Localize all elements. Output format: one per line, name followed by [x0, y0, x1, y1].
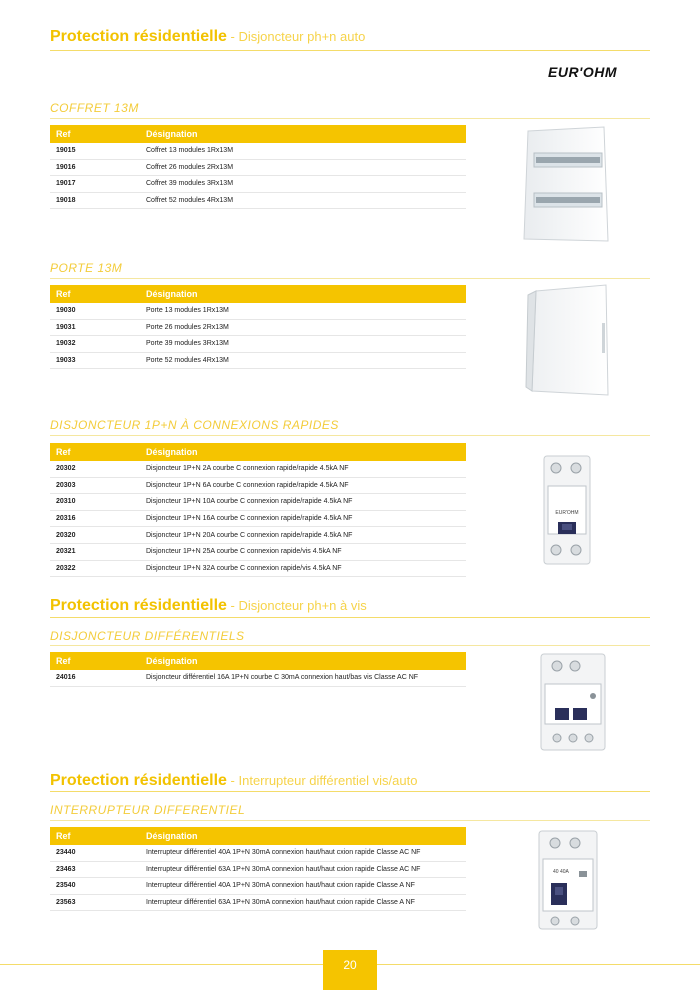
- category-title-interrupteur-differentiel: INTERRUPTEUR DIFFERENTIEL: [50, 803, 246, 817]
- category-divider: [50, 645, 650, 646]
- cell-designation: Disjoncteur 1P+N 6A courbe C connexion rapide/rapide 4.5kA NF: [146, 481, 349, 489]
- cell-ref: 19016: [56, 163, 76, 171]
- section-divider: [50, 50, 650, 51]
- section-title-sub: - Interrupteur différentiel vis/auto: [226, 773, 418, 788]
- header-ref: Ref: [56, 656, 71, 666]
- table-row: [50, 511, 466, 528]
- cell-ref: 23540: [56, 882, 76, 890]
- header-ref: Ref: [56, 447, 71, 457]
- section-title-sub: - Disjoncteur ph+n à vis: [226, 598, 367, 613]
- table-disjoncteur-differentiel: [50, 652, 466, 687]
- table-interrupteur-differentiel: [50, 827, 466, 911]
- header-designation: Désignation: [146, 129, 198, 139]
- table-row: [50, 193, 466, 210]
- porte-door-image: [522, 283, 612, 399]
- table-row: [50, 320, 466, 337]
- header-designation: Désignation: [146, 831, 198, 841]
- cell-designation: Interrupteur différentiel 63A 1P+N 30mA connexion haut/haut cxion rapide Classe A NF: [146, 899, 415, 907]
- cell-ref: 19031: [56, 323, 76, 331]
- section-title-main: Protection résidentielle: [50, 597, 227, 614]
- page-number: 20: [323, 950, 377, 990]
- cell-designation: Disjoncteur 1P+N 20A courbe C connexion rapide/rapide 4.5kA NF: [146, 531, 353, 539]
- header-ref: Ref: [56, 831, 71, 841]
- cell-ref: 20320: [56, 531, 76, 539]
- section-title-3: [50, 772, 417, 790]
- table-row: [50, 143, 466, 160]
- cell-designation: Interrupteur différentiel 63A 1P+N 30mA connexion haut/haut cxion rapide Classe AC NF: [146, 865, 421, 873]
- cell-designation: Interrupteur différentiel 40A 1P+N 30mA connexion haut/haut cxion rapide Classe A NF: [146, 882, 415, 890]
- cell-designation: Porte 52 modules 4Rx13M: [146, 357, 229, 365]
- cell-designation: Disjoncteur 1P+N 2A courbe C connexion rapide/rapide 4.5kA NF: [146, 465, 349, 473]
- section-title-main: Protection résidentielle: [50, 772, 227, 789]
- cell-ref: 23463: [56, 865, 76, 873]
- category-divider: [50, 820, 650, 821]
- header-designation: Désignation: [146, 289, 198, 299]
- cell-designation: Coffret 13 modules 1Rx13M: [146, 147, 234, 155]
- cell-designation: Disjoncteur 1P+N 25A courbe C connexion rapide/vis 4.5kA NF: [146, 548, 342, 556]
- table-disjoncteur-rapide: [50, 443, 466, 577]
- cell-ref: 23440: [56, 849, 76, 857]
- section-title-2: [50, 597, 367, 615]
- cell-designation: Porte 39 modules 3Rx13M: [146, 340, 229, 348]
- section-divider: [50, 791, 650, 792]
- table-header: [50, 652, 466, 670]
- cell-ref: 20303: [56, 481, 76, 489]
- table-row: [50, 353, 466, 370]
- cell-ref: 19018: [56, 197, 76, 205]
- category-divider: [50, 435, 650, 436]
- cell-ref: 19015: [56, 147, 76, 155]
- table-row: [50, 461, 466, 478]
- table-row: [50, 478, 466, 495]
- circuit-breaker-image: [538, 452, 598, 568]
- cell-ref: 20321: [56, 548, 76, 556]
- cell-ref: 19017: [56, 180, 76, 188]
- cell-designation: Coffret 26 modules 2Rx13M: [146, 163, 234, 171]
- cell-designation: Porte 26 modules 2Rx13M: [146, 323, 229, 331]
- category-divider: [50, 278, 650, 279]
- eurohm-logo: EUR'OHM: [548, 64, 618, 80]
- cell-designation: Coffret 52 modules 4Rx13M: [146, 197, 234, 205]
- cell-designation: Porte 13 modules 1Rx13M: [146, 307, 229, 315]
- table-porte: [50, 285, 466, 369]
- category-title-disjoncteur-differentiel: DISJONCTEUR DIFFÉRENTIELS: [50, 629, 245, 643]
- table-row: [50, 527, 466, 544]
- cell-ref: 20322: [56, 564, 76, 572]
- header-designation: Désignation: [146, 447, 198, 457]
- section-title-sub: - Disjoncteur ph+n auto: [226, 29, 366, 44]
- cell-ref: 19030: [56, 307, 76, 315]
- cell-ref: 19033: [56, 357, 76, 365]
- cell-ref: 23563: [56, 899, 76, 907]
- category-title-coffret: COFFRET 13M: [50, 101, 139, 115]
- section-title-1: [50, 28, 365, 46]
- cell-designation: Disjoncteur 1P+N 10A courbe C connexion rapide/rapide 4.5kA NF: [146, 498, 353, 506]
- table-row: [50, 336, 466, 353]
- cell-designation: Disjoncteur 1P+N 32A courbe C connexion rapide/vis 4.5kA NF: [146, 564, 342, 572]
- category-title-porte: PORTE 13M: [50, 261, 123, 275]
- differential-switch-image: [533, 827, 603, 933]
- table-coffret: [50, 125, 466, 209]
- table-row: [50, 670, 466, 687]
- cell-designation: Coffret 39 modules 3Rx13M: [146, 180, 234, 188]
- section-divider: [50, 617, 650, 618]
- table-row: [50, 878, 466, 895]
- differential-breaker-image: [535, 650, 611, 754]
- table-row: [50, 303, 466, 320]
- table-row: [50, 862, 466, 879]
- table-row: [50, 160, 466, 177]
- header-ref: Ref: [56, 129, 71, 139]
- cell-ref: 19032: [56, 340, 76, 348]
- table-header: [50, 285, 466, 303]
- table-header: [50, 827, 466, 845]
- header-ref: Ref: [56, 289, 71, 299]
- cell-designation: Disjoncteur différentiel 16A 1P+N courbe C 30mA connexion haut/bas vis Classe AC NF: [146, 674, 419, 682]
- table-row: [50, 561, 466, 578]
- header-designation: Désignation: [146, 656, 198, 666]
- rcd-rating-label: 40 40A: [553, 869, 569, 875]
- table-row: [50, 176, 466, 193]
- cell-designation: Disjoncteur 1P+N 16A courbe C connexion rapide/rapide 4.5kA NF: [146, 515, 353, 523]
- table-row: [50, 544, 466, 561]
- cell-designation: Interrupteur différentiel 40A 1P+N 30mA connexion haut/haut cxion rapide Classe AC NF: [146, 849, 421, 857]
- cell-ref: 24016: [56, 674, 76, 682]
- table-row: [50, 494, 466, 511]
- table-header: [50, 125, 466, 143]
- cell-ref: 20302: [56, 465, 76, 473]
- section-title-main: Protection résidentielle: [50, 28, 227, 45]
- cell-ref: 20310: [56, 498, 76, 506]
- cell-ref: 20316: [56, 515, 76, 523]
- table-row: [50, 895, 466, 912]
- coffret-enclosure-image: [520, 125, 610, 245]
- category-divider: [50, 118, 650, 119]
- breaker-brand-label: EUR'OHM: [555, 510, 579, 516]
- table-row: [50, 845, 466, 862]
- category-title-disjoncteur-rapide: DISJONCTEUR 1P+N À CONNEXIONS RAPIDES: [50, 418, 339, 432]
- table-header: [50, 443, 466, 461]
